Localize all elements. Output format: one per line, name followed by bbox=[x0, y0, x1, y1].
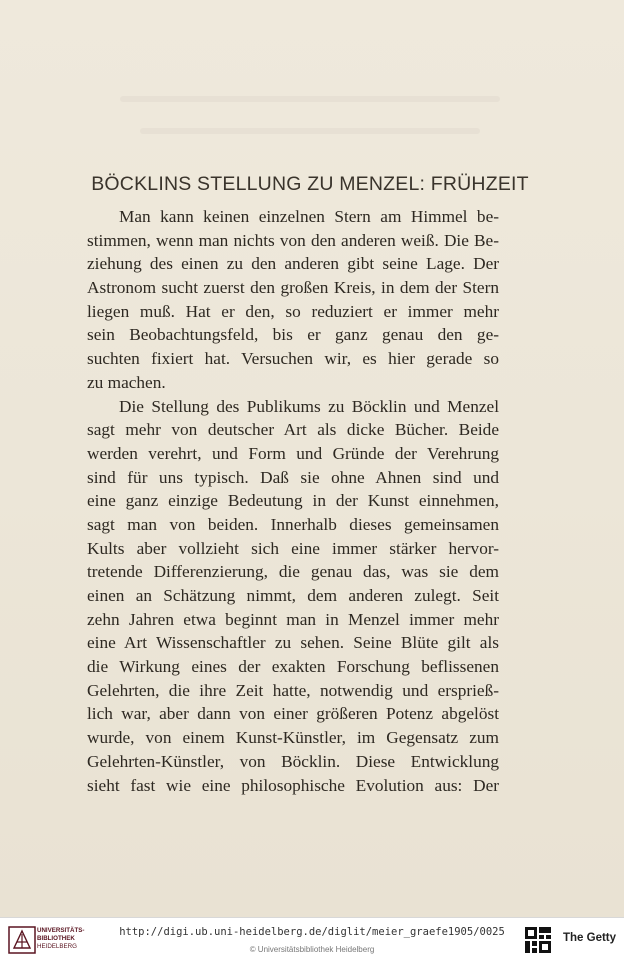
text-line: suchten fixiert hat. Versuchen wir, es hier gerade so bbox=[87, 349, 499, 369]
getty-label[interactable]: The Getty bbox=[563, 932, 617, 944]
chapter-heading: BÖCKLINS STELLUNG ZU MENZEL: FRÜHZEIT bbox=[91, 173, 529, 195]
text-line: zu machen. bbox=[87, 372, 166, 392]
body-text bbox=[87, 205, 499, 797]
copyright-notice: © Universitätsbibliothek Heidelberg bbox=[249, 945, 375, 954]
text-line: eine Art Wissenschaftler zu sehen. Seine Blüte gilt als bbox=[87, 633, 499, 653]
text-line: sagt man von beiden. Innerhalb dieses gemeinsamen bbox=[87, 514, 499, 534]
library-name-line: HEIDELBERG bbox=[37, 943, 77, 950]
text-line: wurde, von einem Kunst-Künstler, im Gegensatz zum bbox=[87, 728, 499, 748]
text-line: sein Beobachtungsfeld, bis er ganz genau den ge- bbox=[87, 325, 499, 345]
text-line: Gelehrten-Künstler, von Böcklin. Diese Entwicklung bbox=[87, 751, 499, 771]
text-line: Man kann keinen einzelnen Stern am Himmel be- bbox=[119, 207, 499, 226]
text-line: die Wirkung eines der exakten Forschung beflissenen bbox=[87, 657, 499, 677]
text-line: eine ganz einzige Bedeutung in der Kunst einnehmen, bbox=[87, 491, 499, 511]
library-name-line: BIBLIOTHEK bbox=[37, 935, 75, 942]
text-line: stimmen, wenn man nichts von den anderen weiß. Die Be- bbox=[87, 230, 499, 250]
text-line: Die Stellung des Publikums zu Böcklin und Menzel bbox=[119, 396, 499, 416]
viewer-footer bbox=[0, 917, 624, 962]
text-line: Astronom sucht zuerst den großen Kreis, in dem der Stern bbox=[87, 278, 499, 298]
text-line: ziehung des einen zu den anderen gibt seine Lage. Der bbox=[87, 254, 499, 274]
text-line: sagt mehr von deutscher Art als dicke Bücher. Beide bbox=[87, 420, 499, 440]
permalink-url[interactable]: http://digi.ub.uni-heidelberg.de/diglit/meier_graefe1905/0025 bbox=[119, 926, 505, 938]
text-line: Kults aber vollzieht sich eine immer stärker hervor- bbox=[87, 538, 499, 558]
getty-logo-icon[interactable] bbox=[524, 925, 552, 955]
text-line: sieht fast wie eine philosophische Evolution aus: Der bbox=[87, 775, 499, 795]
library-name-line: UNIVERSITÄTS- bbox=[37, 927, 85, 934]
text-line: zehn Jahren etwa beginnt man in Menzel immer mehr bbox=[87, 609, 499, 629]
text-line: werden verehrt, und Form und Gründe der Verehrung bbox=[87, 443, 499, 463]
text-line: einen an Schätzung nimmt, dem anderen zulegt. Seit bbox=[87, 586, 499, 605]
text-line: tretende Differenzierung, die genau das, was sie dem bbox=[87, 562, 499, 582]
show-through-smudge bbox=[140, 128, 480, 134]
text-line: liegen muß. Hat er den, so reduziert er immer mehr bbox=[87, 301, 499, 321]
show-through-smudge bbox=[120, 96, 500, 102]
text-line: lich war, aber dann von einer größeren Potenz abgelöst bbox=[87, 704, 499, 724]
text-line: sind für uns typisch. Daß sie ohne Ahnen sind und bbox=[87, 467, 499, 487]
text-line: Gelehrten, die ihre Zeit hatte, notwendig und ersprieß- bbox=[87, 680, 499, 700]
